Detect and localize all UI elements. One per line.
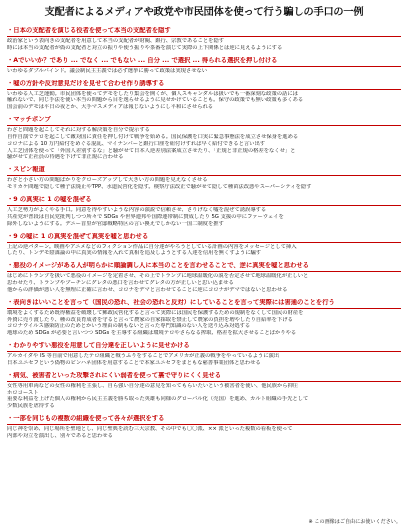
section-heading: ・表向きはいいことを言って（国民の恐れ、社会の恐れと反対）にしていることを言って実際には害通のことを行う bbox=[7, 299, 401, 309]
section-body bbox=[7, 127, 401, 161]
section-heading: ・Aでいいか？であり ... でなく ... でもない ... 自分 ... で選択 ... 得られる選択を押し付ける bbox=[7, 57, 401, 67]
section-body bbox=[7, 244, 401, 258]
section-line: 国会前のデモは平日の夜とか、大手マスメディアは報じないようにし平和にさせられる bbox=[7, 104, 214, 111]
section-line: 日本ユニセフという偽物のピンハネ団体を用意することで本家ユニセフをまともな慈善事業団体と思わせる bbox=[7, 359, 261, 366]
section-heading: ・悪役のイメージがある人が明らかに順論調し人に本当のことを言わせることで、逆に真実を嘘と思わせる bbox=[7, 262, 401, 272]
section-heading: ・一部を同じもの複数の組織を使って各々が選択をする bbox=[7, 415, 401, 425]
section-body bbox=[7, 310, 401, 337]
section-body bbox=[7, 383, 401, 410]
section-heading: ・マッチポンプ bbox=[7, 116, 401, 126]
section-line: 他からの評価が悪い人を無理に正確に言わせ、コロナをデマと言わせてることに逆にコロナがデマではないと思わせる bbox=[7, 286, 288, 293]
section-line: 自作自演でテロを起こして敵対国に責任を押し付けて戦争を始める。国民保護を口実に緊急事態法を成立させ保身を進める bbox=[7, 133, 299, 140]
section-body bbox=[7, 68, 401, 75]
section-line: アルカイダや IS 等自前で用意したテロ組織と戦うふりをすることでアメリカが正義の戦争をやっているように演出 bbox=[7, 353, 280, 360]
section-line: 共産党が普段は自民党批判しつつ所々で SDGs や世界連邦や国際連帯制に賛成したり 5G 支援の中にファーウェイを bbox=[7, 213, 284, 220]
section-line: 重要な利益を上げた個人の権利から民主主義を勝ち取った英雄も同様のグローバル化（売国）を進め、カルト組織の手先として bbox=[7, 396, 309, 403]
section-body bbox=[7, 353, 401, 367]
section-line: 時には本当の支配者が偽の支配者と対立の振りや使う振りや茶番を演じて実際の上下関係とは逆に見えるようにする bbox=[7, 44, 283, 51]
section-line: コロナによる 10 万円給付をめぐる混乱、マイナンバーと銀行口座を紐付けすれば早く給付できると言い出す bbox=[7, 140, 266, 147]
section-line: 人工芝団体を使って「外国人差別するな」と騒がせて日本人逆差別法案成立させたり、「正規と非正規の格差をなくせ」と bbox=[7, 147, 296, 154]
section-4 bbox=[7, 116, 401, 161]
section-7 bbox=[7, 233, 401, 258]
section-line: コロナウイルス感染防止のためとかいう理由の制もないと言った専門知識のない人を送り込み対処する bbox=[7, 323, 251, 330]
section-heading: ・わかりやすい悪役を用意して自分達を正しいように見せかける bbox=[7, 342, 401, 352]
section-line: わざと問題を起こしてそれに対する解決策を自分で提示する bbox=[7, 127, 150, 134]
section-line: 思わせたり、トランプやプーチンにグレタの悪口を言わせてグレタの方が正しいと思い込ませる bbox=[7, 280, 234, 287]
section-list bbox=[7, 27, 401, 440]
section-line: 環境をよくするため既得権益を破壊して郵政民営化すると言って実際には国民を保護するための規制をなくして国民の財産を bbox=[7, 309, 304, 316]
section-heading: ・9 の真実に 1 の嘘を混ぜる bbox=[7, 196, 401, 206]
section-6 bbox=[7, 196, 401, 228]
section-12 bbox=[7, 415, 401, 440]
section-9 bbox=[7, 299, 401, 337]
section-line: 騒がせて正社員の待遇を下げて非正規に合わせる bbox=[7, 154, 124, 161]
section-line: 少数民族を虐待する bbox=[7, 403, 55, 410]
section-line: 上記の逆パターン。映画やアニメなどのフィクション作品に自分達がやろうとしている計画の内容をメッセージとして挿入 bbox=[7, 243, 297, 250]
document-title: 支配者によるメディアや政党や市民団体を使って行う騙しの手口の一例 bbox=[44, 7, 364, 18]
section-11 bbox=[7, 372, 401, 410]
section-5 bbox=[7, 166, 401, 191]
section-heading: ・日本の支配者を演じる役者を使って本当の支配者を隠す bbox=[7, 27, 401, 37]
section-body bbox=[7, 207, 401, 228]
section-line: 内部や対立を演出し、別々であると思わせる bbox=[7, 433, 113, 439]
section-line: 除外しないようにする。デニー首里が官邸戦略特区の言い換えでしかない一国二制度を推す bbox=[7, 220, 224, 227]
section-line: 地球のため SDGs が必要と言いつつ SDGs を主導する組織は環境テロやさらなる搾取、格差を拡大させることばかりやる bbox=[7, 330, 297, 337]
section-3 bbox=[7, 80, 401, 112]
section-body bbox=[7, 177, 401, 191]
section-8 bbox=[7, 262, 401, 294]
section-line: 女性専用車両などの女性の権利を主張し、自ら強い自分達の意見を知ってもらいたいという被害者を使い、他民族から抑圧 bbox=[7, 382, 299, 389]
section-heading: ・嘘の方針や反対意見だけを見せて合わせ作り誘導する bbox=[7, 80, 401, 90]
section-2 bbox=[7, 57, 401, 75]
section-heading: ・病気、被害者といった攻撃されにくい弱者を使って裏で守りにくく見せる bbox=[7, 372, 401, 382]
section-body bbox=[7, 91, 401, 112]
section-line: したり、トンデモ陰謀論の中に真実の情報を入れて真相を追及しようとする人達を信用を無くすように騙す bbox=[7, 250, 262, 257]
section-body bbox=[7, 426, 401, 440]
section-line: 触れないで、同じ手法を使い本当の問題から目を逸らせるように見せかけていることも。保守の政策でも無い政策も多くある bbox=[7, 97, 304, 104]
section-heading: ・スピン報道 bbox=[7, 166, 401, 176]
section-line: わざと小さい方の問題ばかりをクローズアップして大きい方の問題を見えなくさせる bbox=[7, 177, 208, 184]
section-1 bbox=[7, 27, 401, 52]
section-line: いわゆる人工芝運動。市民団体を使ってデモをしたり集会を開くが、個人スキャンダルは扱いでも一番深刻な政策の話には bbox=[7, 90, 298, 97]
section-line: 人工芝勢力がよくやる手口。同意を得やすいような内容の演説で信頼させ、さりげなく嘘を混ぜて誘誤導する bbox=[7, 206, 267, 213]
section-10 bbox=[7, 342, 401, 367]
section-line: 外資に売り渡したり、種の改良育成者を守ると言って農家の自家採取を禁止して農家の負担を増やしたり自給率を下げる bbox=[7, 316, 293, 323]
section-heading: ・9 の嘘に 1 の真実を混ぜて真実を嘘と思わせる bbox=[7, 233, 401, 243]
section-line: ホロコースト bbox=[7, 389, 39, 396]
section-line: モリカケ問題で隠して種子法廃止やTPP、水道民営化を隠す。検察庁法改正で騒がせて隠して種苗法改悪やスーパーシティを隠す bbox=[7, 184, 312, 191]
section-line: いわゆるダブルバインド。議会制民主主義では必ず選挙に勝って政策は実現させない bbox=[7, 67, 208, 74]
section-line: はじめにトランプを扱いて悪役のイメージを定着させ、その上でトランプに地球温暖化の説を否定させて地球温暖化が正しいと bbox=[7, 273, 309, 280]
section-body bbox=[7, 273, 401, 294]
section-line: 同じ神を崇め、同じ場所を聖地とし、同じ聖典を読む三大宗教、その中でも〇〇派、×× 派といった複数の看板を使って bbox=[7, 426, 293, 433]
footer-note: ※ この画像はご自由にお使いください。 bbox=[308, 519, 401, 525]
section-body bbox=[7, 38, 401, 52]
section-line: 政治家という表向きの支配者を用意して本当の支配者が財閥、銀行、宗教であることを隠す bbox=[7, 38, 225, 44]
